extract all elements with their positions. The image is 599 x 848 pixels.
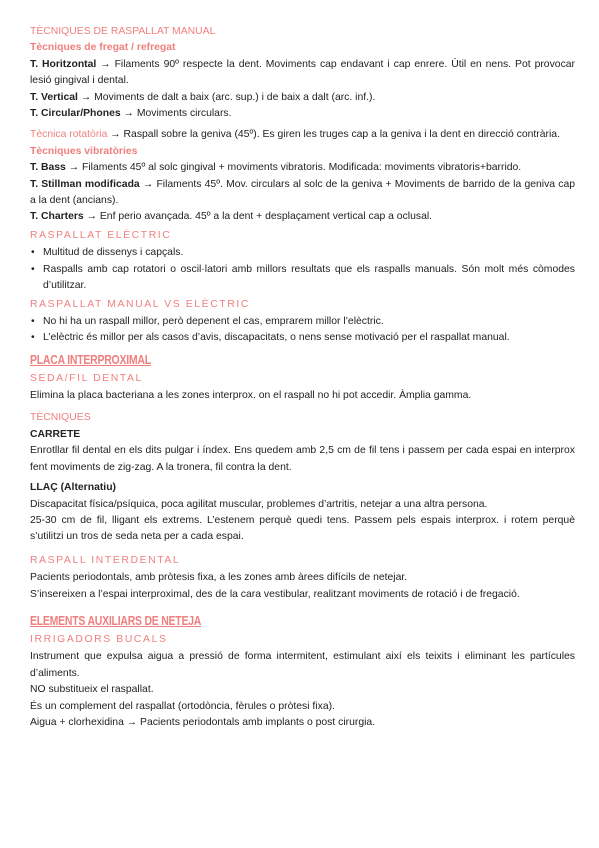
heading-placa-interproximal: PLACA INTERPROXIMAL (30, 351, 151, 367)
section-title-electric: RASPALLAT ELÈCTRIC (30, 229, 172, 241)
document-page (30, 24, 575, 731)
text-charters: → Enf perio avançada. 45º a la dent + desplaçament vertical cap a oclusal. (83, 211, 433, 223)
list-item-text: No hi ha un raspall millor, però depenent el cas, emprarem millor l’elèctric. (43, 315, 384, 327)
list-item-text: Raspalls amb cap rotatori o oscil·latori amb millors resultats que els raspalls manuals. Són molt més còmodes d’utilitzar. (43, 263, 575, 292)
paragraph-bass (30, 160, 575, 176)
list-item (30, 245, 575, 261)
section-title-manual: TÈCNIQUES DE RASPALLAT MANUAL (30, 26, 216, 37)
section-title-tecniques: TÈCNIQUES (30, 411, 91, 423)
text-bass: → Filaments 45º al solc gingival + moviments vibratoris. Modificada: moviments vibratoris+barrido. (65, 162, 522, 174)
label-charters: T. Charters (30, 211, 84, 223)
paragraph-charters (30, 209, 575, 225)
paragraph-llac-1: Discapacitat física/psíquica, poca agilitat muscular, problemes d’artritis, netejar a una altra persona. (30, 498, 488, 510)
list-item-text: Multitud de dissenys i capçals. (43, 247, 184, 259)
bullet-icon: • (31, 263, 35, 275)
paragraph-llac-2: 25-30 cm de fil, lligant els extrems. L’estenem perquè quedi tens. Passem pels espais interprox. i rotem perquè s’utilitzi un tros de seda neta per a cada espai. (30, 514, 575, 543)
paragraph-interdental-1: Pacients periodontals, amb pròtesis fixa, a les zones amb àrees difícils de netejar. (30, 572, 408, 584)
list-electric (30, 245, 575, 294)
paragraph-vertical (30, 90, 575, 106)
text-vertical: → Moviments de dalt a baix (arc. sup.) i de baix a dalt (arc. inf.). (77, 91, 376, 103)
label-stillman: T. Stillman modificada (30, 178, 140, 190)
section-title-irrigadors: IRRIGADORS BUCALS (30, 634, 168, 645)
text-rotatoria: → Raspall sobre la geniva (45º). Es giren les truges cap a la geniva i la dent en direcció contrària. (107, 129, 560, 141)
paragraph-irrigadors-1: Instrument que expulsa aigua a pressió de forma intermitent, estimulant així els teixits i eliminant les partícules d’aliments. (30, 651, 575, 679)
text-stillman: → Filaments 45º. Mov. circulars al solc de la geniva + Moviments de barrido de la geniva cap a la dent (ancians). (30, 178, 575, 207)
label-rotatoria: Tècnica rotatòria (30, 129, 108, 141)
list-item (30, 262, 575, 295)
list-item (30, 330, 575, 346)
heading-elements-auxiliars: ELEMENTS AUXILIARS DE NETEJA (30, 613, 202, 628)
text-horitzontal: → Filaments 90º respecte la dent. Moviments cap endavant i cap enrere. Útil en nens. Pot provocar lesió gingival i dental. (30, 58, 575, 87)
bullet-icon: • (31, 247, 35, 259)
paragraph-irrigadors-2: NO substitueix el raspallat. (30, 684, 154, 696)
list-item-text: L’elèctric és millor per als casos d’avis, discapacitats, o nens sense motivació per el raspallat manual. (43, 332, 510, 344)
paragraph-carrete: Enrotllar fil dental en els dits pulgar i índex. Ens quedem amb 2,5 cm de fil tens i passem per cada espai en interprox fent moviments de zig-zag. A la tronera, fil contra la dent. (30, 445, 575, 473)
label-circular: T. Circular/Phones (30, 108, 121, 120)
list-vs (30, 314, 575, 347)
section-title-vs: RASPALLAT MANUAL VS ELÈCTRIC (30, 298, 250, 310)
list-item (30, 314, 575, 330)
label-bass: T. Bass (30, 162, 66, 174)
subtitle-llac: LLAÇ (Alternatiu) (30, 482, 117, 494)
bullet-icon: • (31, 315, 35, 327)
subtitle-carrete: CARRETE (30, 428, 81, 440)
subtitle-vibratories: Tècniques vibratòries (30, 145, 138, 157)
subtitle-fregat: Tècniques de fregat / refregat (30, 42, 176, 54)
paragraph-stillman (30, 177, 575, 210)
paragraph-irrigadors-4: Aigua + clorhexidina → Pacients periodontals amb implants o post cirurgia. (30, 717, 376, 729)
paragraph-rotatoria (30, 127, 575, 143)
section-title-seda: SEDA/FIL DENTAL (30, 372, 143, 384)
label-vertical: T. Vertical (30, 91, 78, 103)
text-circular: → Moviments circulars. (120, 108, 232, 120)
label-horitzontal: T. Horitzontal (30, 58, 97, 70)
paragraph-seda: Elimina la placa bacteriana a les zones interprox. on el raspall no hi pot accedir. Àmplia gamma. (30, 390, 472, 402)
bullet-icon: • (31, 332, 35, 344)
paragraph-irrigadors-3: És un complement del raspallat (ortodòncia, fèrules o pròtesi fixa). (30, 700, 335, 712)
paragraph-circular (30, 106, 575, 122)
paragraph-horitzontal (30, 57, 575, 90)
section-title-interdental: RASPALL INTERDENTAL (30, 554, 181, 566)
paragraph-interdental-2: S’insereixen a l’espai interproximal, des de la cara vestibular, realitzant moviments de rotació i de fregació. (30, 588, 520, 600)
